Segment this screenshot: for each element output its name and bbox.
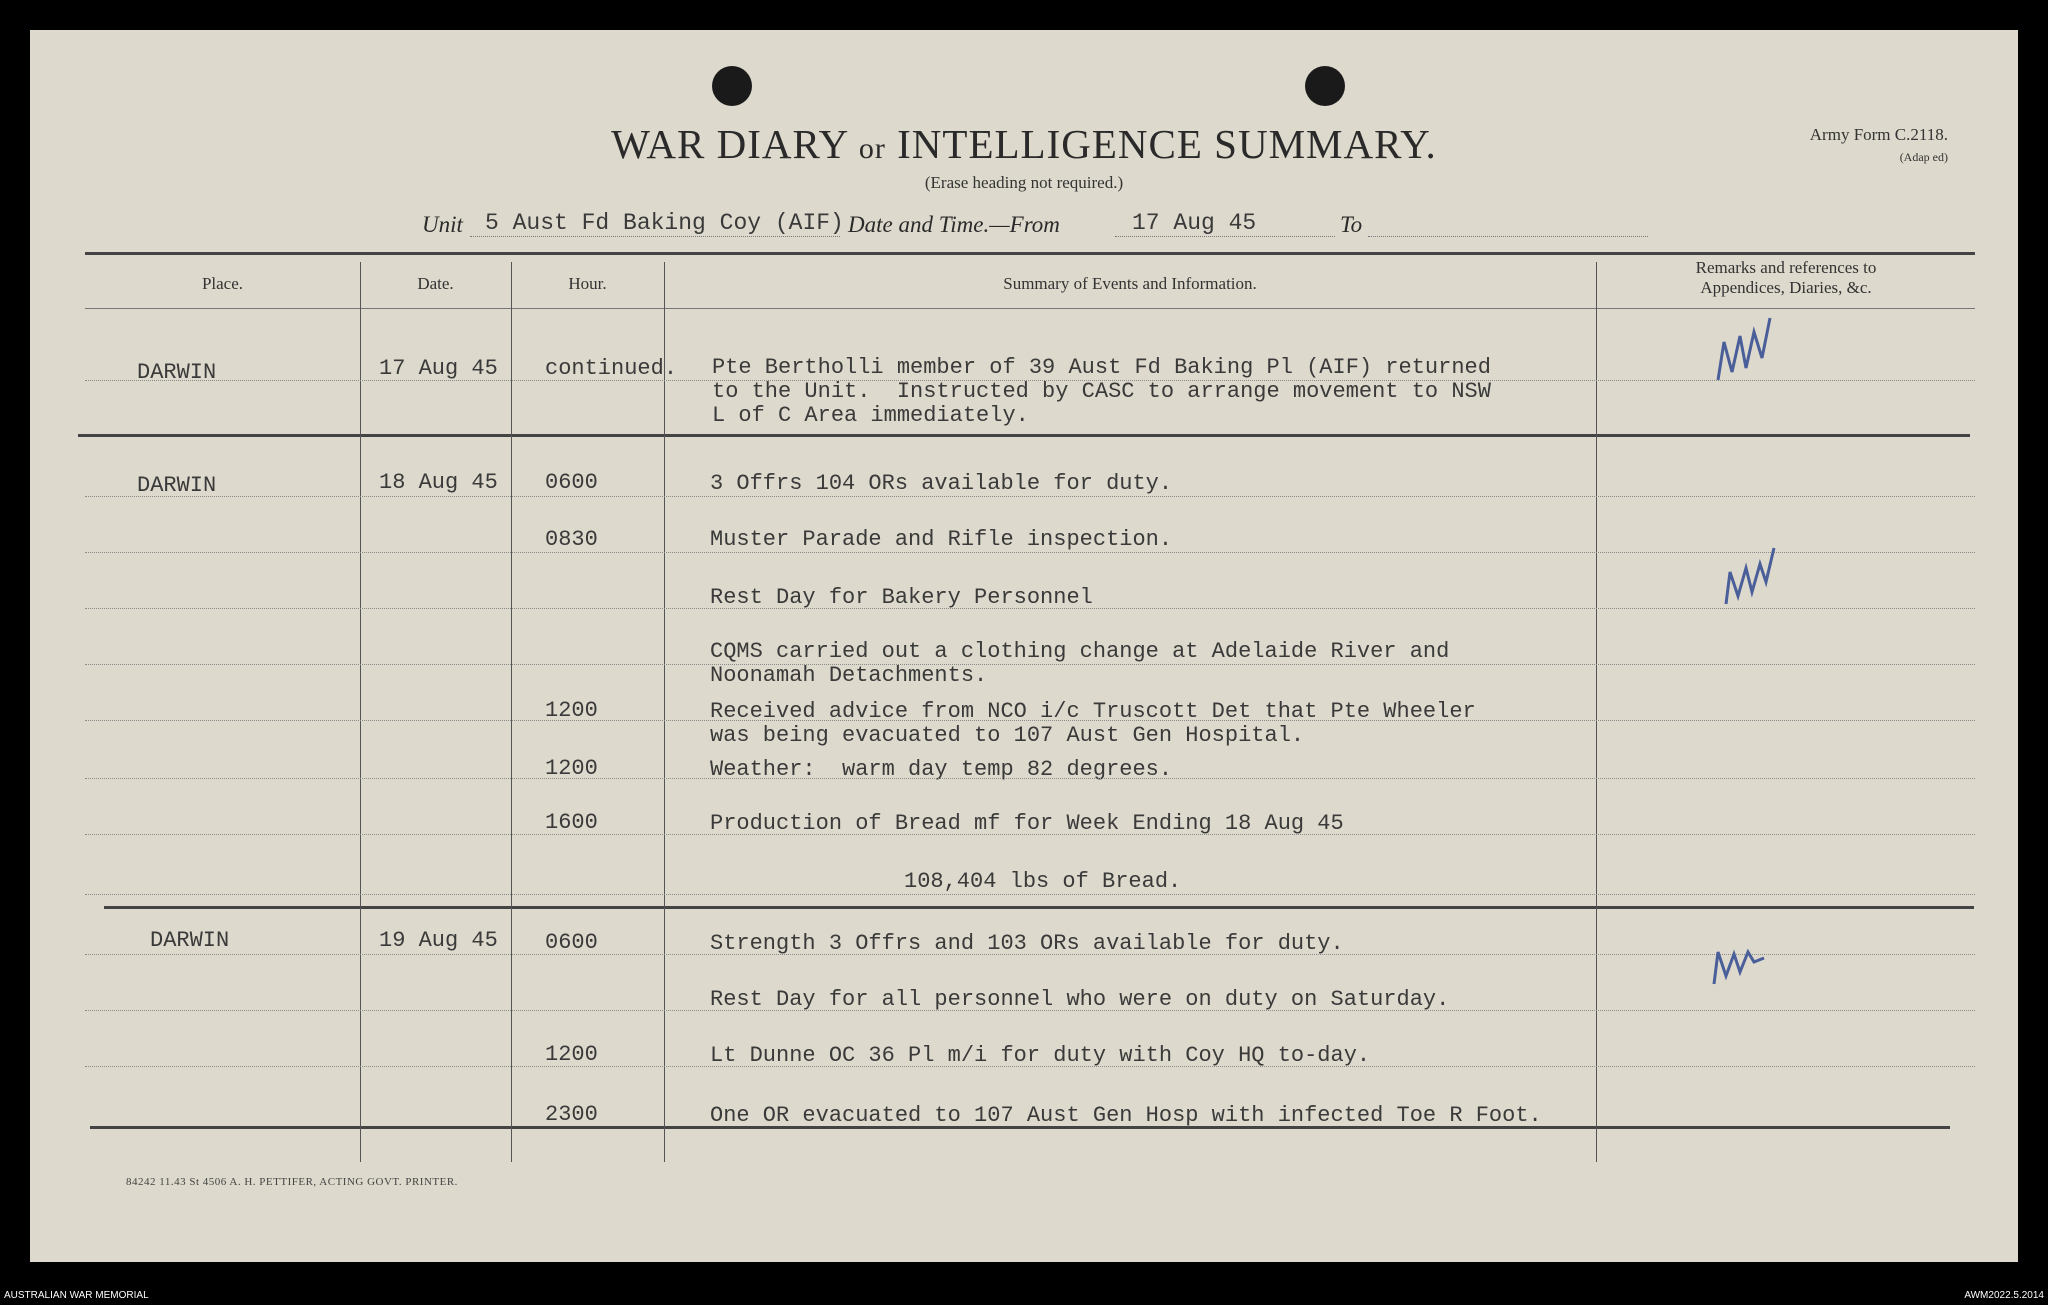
col-place: Place. <box>201 274 244 293</box>
unit-value: 5 Aust Fd Baking Coy (AIF) <box>485 210 844 236</box>
summary-entry: Rest Day for Bakery Personnel <box>710 585 1093 610</box>
summary-entry: Pte Bertholli member of 39 Aust Fd Baking Pl (AIF) returned to the Unit. Instructed by CASC to arrange movement to NSW L of C Area immediately. <box>712 355 1491 428</box>
hour-cell: continued. <box>545 356 678 381</box>
date-label: Date and Time.—From <box>848 212 1060 237</box>
col-date: Date. <box>417 274 454 293</box>
col-remarks: Remarks and references to Appendices, Diaries, &c. <box>1695 258 1877 297</box>
summary-entry: Strength 3 Offrs and 103 ORs available for duty. <box>710 931 1344 956</box>
summary-entry: One OR evacuated to 107 Aust Gen Hosp with infected Toe R Foot. <box>710 1103 1542 1128</box>
section-rule-2 <box>104 906 1974 909</box>
summary-entry: Production of Bread mf for Week Ending 18 Aug 45 <box>710 811 1344 836</box>
diary-page <box>30 30 2018 1262</box>
page-subtitle: (Erase heading not required.) <box>924 173 1124 192</box>
summary-entry: CQMS carried out a clothing change at Adelaide River and Noonamah Detachments. <box>710 639 1450 688</box>
place-cell: DARWIN <box>150 928 230 953</box>
summary-entry: 3 Offrs 104 ORs available for duty. <box>710 471 1173 496</box>
date-cell: 19 Aug 45 <box>379 928 498 953</box>
summary-entry: Lt Dunne OC 36 Pl m/i for duty with Coy HQ to-day. <box>710 1043 1371 1068</box>
handwritten-initial-icon <box>1718 542 1788 612</box>
to-label: To <box>1340 212 1363 237</box>
summary-entry: Weather: warm day temp 82 degrees. <box>710 757 1173 782</box>
col-hour: Hour. <box>568 274 607 293</box>
hour-cell: 1600 <box>545 810 598 835</box>
date-cell: 18 Aug 45 <box>379 470 498 495</box>
footer-source: AUSTRALIAN WAR MEMORIAL <box>4 1290 149 1301</box>
section-rule-1 <box>78 434 1970 437</box>
col-summary: Summary of Events and Information. <box>1003 274 1257 293</box>
date-cell: 17 Aug 45 <box>379 356 498 381</box>
hour-cell: 0830 <box>545 527 598 552</box>
punch-hole-left <box>712 66 752 106</box>
hour-cell: 1200 <box>545 698 598 723</box>
place-cell: DARWIN <box>137 473 217 498</box>
summary-entry: Rest Day for all personnel who were on duty on Saturday. <box>710 987 1450 1012</box>
printer-line: 84242 11.43 St 4506 A. H. PETTIFER, ACTING GOVT. PRINTER. <box>126 1176 458 1188</box>
form-reference: Army Form C.2118. (Adap ed) <box>1809 125 1948 164</box>
hour-cell: 1200 <box>545 1042 598 1067</box>
hour-cell: 0600 <box>545 470 598 495</box>
from-value: 17 Aug 45 <box>1132 210 1257 236</box>
footer-reference: AWM2022.5.2014 <box>1964 1290 2044 1301</box>
punch-hole-right <box>1305 66 1345 106</box>
hour-cell: 1200 <box>545 756 598 781</box>
page-title: WAR DIARY or INTELLIGENCE SUMMARY. <box>611 121 1437 167</box>
unit-label: Unit <box>422 212 463 237</box>
hour-cell: 2300 <box>545 1102 598 1127</box>
table-top-rule <box>85 252 1975 255</box>
summary-entry: Muster Parade and Rifle inspection. <box>710 527 1173 552</box>
hour-cell: 0600 <box>545 930 598 955</box>
handwritten-initial-icon <box>1706 932 1776 992</box>
summary-entry: Received advice from NCO i/c Truscott Det that Pte Wheeler was being evacuated to 107 Aust Gen Hospital. <box>710 699 1476 748</box>
handwritten-initial-icon <box>1710 312 1790 392</box>
summary-entry: 108,404 lbs of Bread. <box>904 869 1182 894</box>
place-cell: DARWIN <box>137 360 217 385</box>
